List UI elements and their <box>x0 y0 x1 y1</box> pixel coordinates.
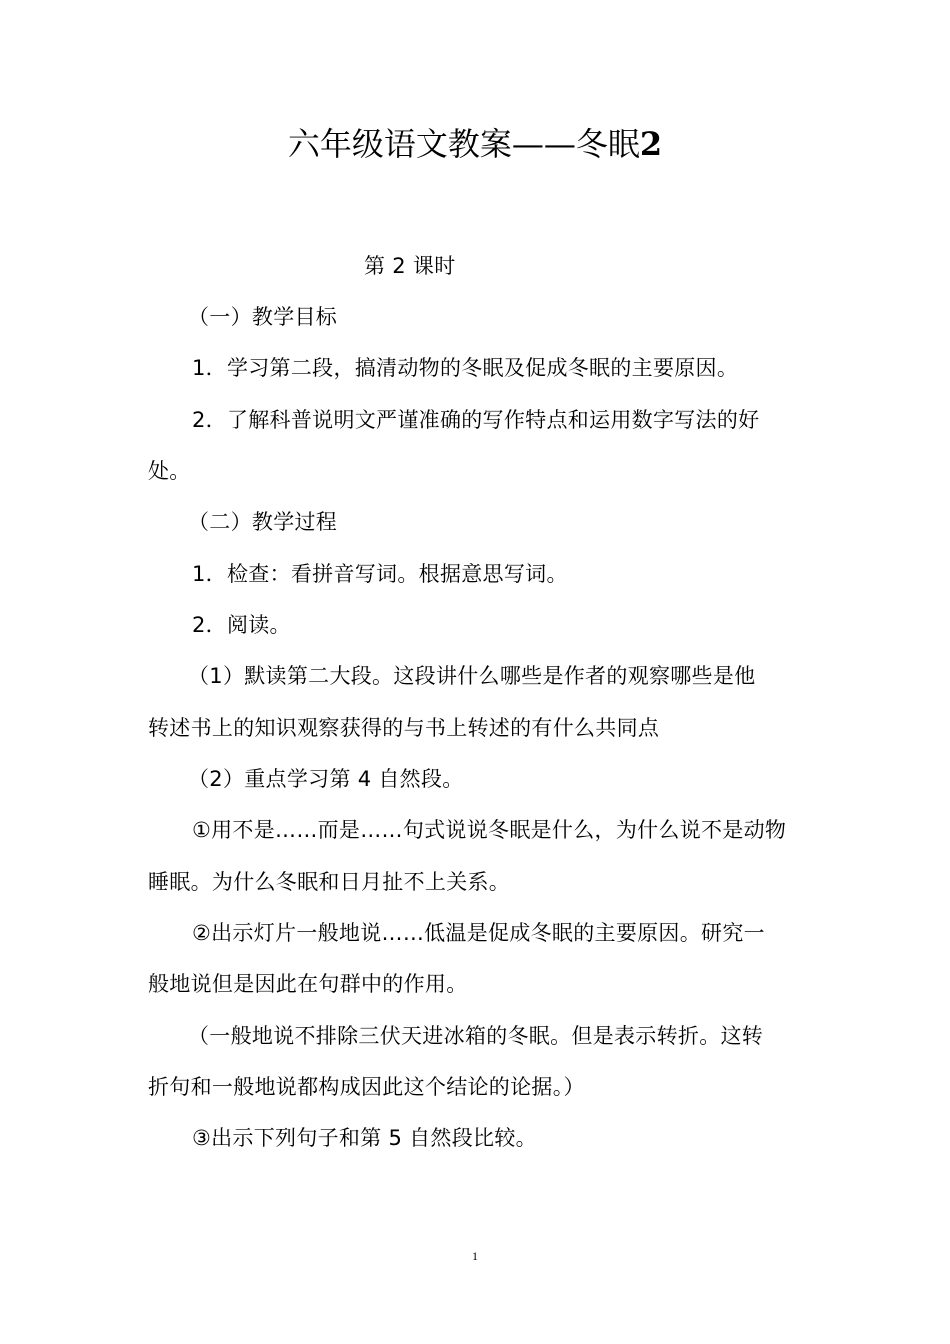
objective-2-line-2: 处。 <box>148 459 191 483</box>
point-3: ③出示下列句子和第 5 自然段比较。 <box>192 1126 537 1150</box>
lesson-period: 第 2 课时 <box>364 254 456 278</box>
point-2-line-1: ②出示灯片一般地说……低温是促成冬眠的主要原因。研究一 <box>192 921 765 945</box>
page-number: 1 <box>472 1249 478 1263</box>
step-2-item-2: （2）重点学习第 4 自然段。 <box>188 767 464 791</box>
title-text: 六年级语文教案——冬眠 <box>287 125 640 163</box>
step-2-item-1-line-2: 转述书上的知识观察获得的与书上转述的有什么共同点 <box>148 716 660 740</box>
section-heading-process: （二）教学过程 <box>188 510 338 534</box>
note-line-2: 折句和一般地说都构成因此这个结论的论据。） <box>148 1075 585 1099</box>
section-heading-objectives: （一）教学目标 <box>188 305 338 329</box>
title-number: 2 <box>639 125 663 163</box>
objective-1: 1．学习第二段，搞清动物的冬眠及促成冬眠的主要原因。 <box>192 356 739 380</box>
point-1-line-1: ①用不是……而是……句式说说冬眠是什么，为什么说不是动物 <box>192 818 787 842</box>
process-step-2: 2．阅读。 <box>192 613 291 637</box>
note-line-1: （一般地说不排除三伏天进冰箱的冬眠。但是表示转折。这转 <box>188 1024 764 1048</box>
step-2-item-1-line-1: （1）默读第二大段。这段讲什么哪些是作者的观察哪些是他 <box>188 664 756 688</box>
objective-2-line-1: 2．了解科普说明文严谨准确的写作特点和运用数字写法的好 <box>192 408 760 432</box>
process-step-1: 1．检查：看拼音写词。根据意思写词。 <box>192 562 568 586</box>
document-title <box>0 122 950 166</box>
point-1-line-2: 睡眠。为什么冬眠和日月扯不上关系。 <box>148 870 511 894</box>
point-2-line-2: 般地说但是因此在句群中的作用。 <box>148 972 468 996</box>
